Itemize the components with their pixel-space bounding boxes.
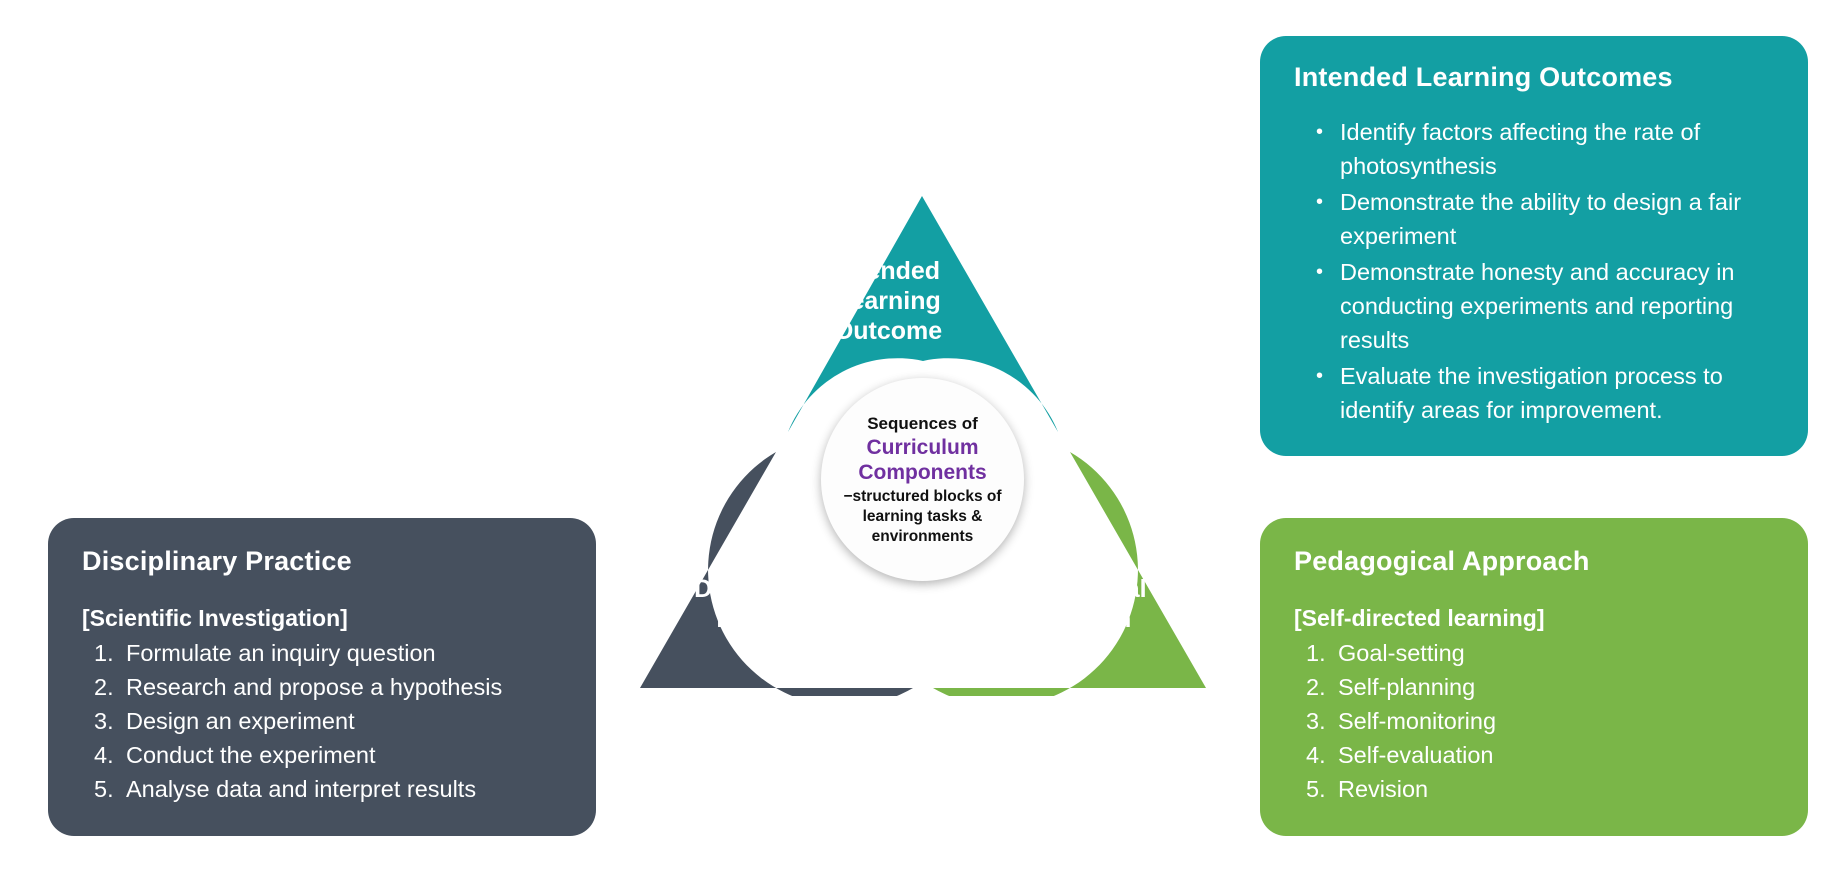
list-item: Self-monitoring xyxy=(1338,708,1497,734)
disciplinary-numbered-list xyxy=(82,636,566,806)
pedagogical-card-subhead: [Self-directed learning] xyxy=(1294,605,1545,631)
disciplinary-card-title: Disciplinary Practice xyxy=(82,546,352,576)
list-item: Goal-setting xyxy=(1338,640,1465,666)
list-item: Research and propose a hypothesis xyxy=(126,674,503,700)
list-item: • Demonstrate the ability to design a fair experiment xyxy=(1294,185,1778,253)
ilo-card-title: Intended Learning Outcomes xyxy=(1294,62,1673,92)
list-item: Self-evaluation xyxy=(1338,742,1494,768)
ilo-bullet-list xyxy=(1294,115,1778,427)
center-circle-line-1: Sequences of xyxy=(867,413,978,433)
list-item: • Evaluate the investigation process to identify areas for improvement. xyxy=(1294,359,1778,427)
list-item: Self-planning xyxy=(1338,674,1476,700)
disciplinary-practice-card xyxy=(48,518,596,836)
pedagogical-numbered-list xyxy=(1294,636,1778,806)
list-item: • Demonstrate honesty and accuracy in conducting experiments and reporting results xyxy=(1294,255,1778,357)
center-circle-line-2a: Curriculum xyxy=(866,435,979,459)
center-circle-line-2b: Components xyxy=(858,460,987,484)
list-item: Conduct the experiment xyxy=(126,742,376,768)
list-item: Design an experiment xyxy=(126,708,355,734)
disciplinary-card-subhead: [Scientific Investigation] xyxy=(82,605,348,631)
triangle-label-intended-learning-outcome: Intended Learning Outcome xyxy=(833,257,943,345)
center-circle-line-3: −structured blocks of learning tasks & environments xyxy=(843,487,1002,545)
list-item: Analyse data and interpret results xyxy=(126,776,477,802)
pedagogical-card-title: Pedagogical Approach xyxy=(1294,546,1590,576)
curriculum-components-triangle-diagram xyxy=(638,196,1208,696)
triangle-label-disciplinary-practice: Disciplinary Practice xyxy=(694,575,836,633)
list-item: Revision xyxy=(1338,776,1429,802)
list-item: • Identify factors affecting the rate of photosynthesis xyxy=(1294,115,1778,183)
triangle-label-pedagogical-approach: Pedagogical Approach xyxy=(999,575,1147,633)
pedagogical-approach-card xyxy=(1260,518,1808,836)
center-circle xyxy=(821,378,1024,581)
intended-learning-outcomes-card xyxy=(1260,36,1808,456)
list-item: Formulate an inquiry question xyxy=(126,640,436,666)
